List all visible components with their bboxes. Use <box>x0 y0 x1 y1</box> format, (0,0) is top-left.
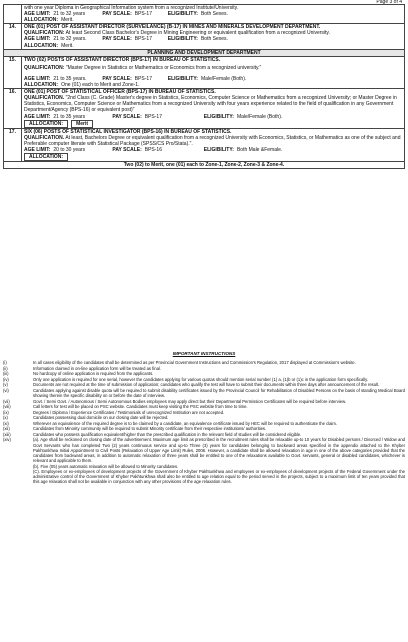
instruction-number <box>3 464 33 469</box>
instruction-text: Call letters for test will be placed on PSC website. Candidates must keep visiting the PSC website from time to time. <box>33 404 248 410</box>
instruction-item <box>3 415 405 420</box>
post-title: ONE (01) POST OF STATISTICAL OFFICER (BPS-17) IN BUREAU OF STATISTICS. <box>24 89 216 96</box>
instruction-number: (vii) <box>3 398 10 404</box>
instruction-item <box>3 360 405 365</box>
instruction-item <box>3 388 405 398</box>
instruction-item <box>3 404 405 409</box>
instruction-text: Information claimed in on-line application form will be treated as final. <box>33 365 162 371</box>
jobs-table <box>3 4 405 169</box>
instruction-number <box>3 469 33 484</box>
instruction-item <box>3 410 405 415</box>
instruction-text: Candidates possessing dual domicile on our closing date will be rejected. <box>33 415 169 421</box>
instruction-text: Wherever an equivalence of the required degree is to be claimed by a candidate, an equivalence certificate issued by HEC will be required to authenticate the claim. <box>33 420 338 426</box>
instruction-number: (xii) <box>3 426 10 432</box>
instruction-text: (b). Five (05) years automatic relaxation will be allowed to Minority candidates. <box>33 463 179 469</box>
table-row: with one year Diploma in Geographical Information system from a recognized Institute/University. AGE LIMIT: 21 to 32 years PAY SCALE: BPS-17 ELIGIBILITY: Both Sexes. ALLOCATION: Merit. <box>4 5 405 24</box>
instruction-text: Govt. / Semi Govt. / Autonomous / Semi Autonomous Bodies employees may apply direct but their Departmental Permission Certificates will be required before interview. <box>33 398 347 404</box>
instruction-number: (v) <box>3 382 8 388</box>
instructions-list <box>3 360 405 484</box>
instruction-text: Candidates from Minority community will be required to submit Minority certificate from their respective institutions/ authorities. <box>33 426 267 432</box>
instruction-text: (C). Employees or ex-employees of development projects of the Government of Khyber Pakhtunkhwa and employees or ex-employees of development projects of the Federal Government under the administrative control of the Government of Khyber Pakhtunkhwa shall also be entitled to age relation equal to the period served in the projects, subject to a maximum limit of ten years provided that this age relaxation shall not be available in conjunction with any other provisions of the age relaxation rules. <box>33 469 405 485</box>
post-title: SIX (06) POSTS OF STATISTICAL INVESTIGATOR (BPS-16) IN BUREAU OF STATISTICS. <box>24 128 232 135</box>
post-title: TWO (02) POSTS OF ASSISTANT DIRECTOR (BPS-17) IN BUREAU OF STATISTICS. <box>24 56 221 63</box>
instruction-item <box>3 366 405 371</box>
section-heading-row <box>4 49 405 56</box>
instruction-text: Candidates applying against disable quota will be required to submit disability certificates issued by the Provincial Council for Rehabilitation of Disabled Persons on the basis of standing Medical Board showing therein the specific disability on or before the date of interview. <box>33 387 405 399</box>
section-heading: PLANNING AND DEVELOPMENT DEPARTMENT <box>4 49 405 56</box>
instruction-item <box>3 421 405 426</box>
instruction-number: (xiv) <box>3 437 11 443</box>
allocation-zone-row <box>4 162 405 169</box>
instruction-item <box>3 426 405 431</box>
instruction-item <box>3 371 405 376</box>
important-instructions <box>3 351 405 485</box>
instruction-text: Only one application is required for one serial, however the candidates applying for various quotas should mention serial number (1) a, (1)b or (1)c in the application form specifically. <box>33 376 369 382</box>
instruction-number: (x) <box>3 415 8 421</box>
zone-allocation: Two (02) to Merit, one (01) each to Zone-1, Zone-2, Zone-3 & Zone-4. <box>4 162 405 169</box>
instruction-item <box>3 437 405 463</box>
instruction-text: In all cases eligibility of the candidates shall be determined as per Provincial Government Instructions and Commission's Regulation, 2017 displayed at Commission's website. <box>33 360 356 366</box>
table-row: 17. SIX (06) POSTS OF STATISTICAL INVESTIGATOR (BPS-16) IN BUREAU OF STATISTICS. QUALIFICATION. At least, Bachelors Degree or equivalent qualification from a recognized University with Economics, Statistics, or Mathematics as one of the subject and Preferable computer literate with Statistical Package (SPSS/CS Pro/Stata).". AGE LIMIT: 20 to 30 years PAY SCALE: BPS-16 ELIGIBILITY: Both Male &Female. ALLOCATION: <box>4 128 405 161</box>
instruction-item <box>3 432 405 437</box>
instruction-number: (xiii) <box>3 431 11 437</box>
instruction-text: Documents are not required at the time of submission of application; candidates who qualify the test will have to submit their documents within three days after announcement of the result. <box>33 382 380 388</box>
instruction-item <box>3 377 405 382</box>
instruction-text: No hardcopy of online application is required from the applicants. <box>33 371 154 377</box>
page-number: Page 3 of 4 <box>376 0 402 5</box>
instruction-number: (iii) <box>3 371 9 377</box>
qualification-text: with one year Diploma in Geographical Information system from a recognized Institute/University. <box>24 5 239 11</box>
instruction-text: Candidates who possess qualification equivalent/higher than the prescribed qualification in the relevant field of studies will be considered eligible. <box>33 431 302 437</box>
instruction-item <box>3 464 405 469</box>
instruction-number: (ix) <box>3 409 9 415</box>
instruction-number: (viii) <box>3 404 11 410</box>
table-row: 15. TWO (02) POSTS OF ASSISTANT DIRECTOR (BPS-17) IN BUREAU OF STATISTICS. QUALIFICATION: "Master Degree in Statistics or Mathematics or Economics from a recognized university." AGE LIMIT: 21 to 35 years. PAY SCALE: BPS-17 ELIGIBILITY: Male/Female (Both). ALLOCATION: One (01) each to Merit and Zone-1. <box>4 56 405 88</box>
instructions-heading: IMPORTANT INSTRUCTIONS <box>172 351 236 356</box>
instruction-item <box>3 469 405 484</box>
instruction-number: (iv) <box>3 376 9 382</box>
instruction-number: (ii) <box>3 365 8 371</box>
instruction-number: (i) <box>3 360 7 366</box>
table-row: 14. ONE (01) POST OF ASSISTANT DIRECTOR (SURVEILANCE) (B-17) IN MINES AND MINERALS DEVELOPMENT DEPARTMENT. QUALIFICATION: At least Second Class Bachelor's Degree in Mining Engineering or equivalent qualification from a recognized University. AGE LIMIT: 21 to 32 years. PAY SCALE: BPS-17 ELIGIBILITY: Both Sexes. ALLOCATION: Merit. <box>4 24 405 49</box>
instruction-number: (vi) <box>3 387 9 393</box>
instruction-number: (xi) <box>3 420 9 426</box>
post-title: ONE (01) POST OF ASSISTANT DIRECTOR (SURVEILANCE) (B-17) IN MINES AND MINERALS DEVELOPMENT DEPARTMENT. <box>24 24 321 31</box>
instruction-item <box>3 399 405 404</box>
instruction-text: (a). Age shall be reckoned on closing date of the advertisement. Maximum age limit as prescribed in the recruitment rules shall be relaxable up-to 10 years for Disabled persons / Divorced / Widow and Govt Servants who has completed Two (2) years continuous service and up-to Three (3) years for candidates belonging to backward areas specified in the appendix attached to the Khyber Pakhtunkhwa Initial Appointment to Civil Posts (Relaxation of Upper Age Limit) Rules, 2008. However, a candidate shall be allowed relaxation in age in one of the above categories provided that the candidates from backward areas, in addition to automatic relaxation of three years shall be entitled to one of the relaxations available to Govt. servants, general or disabled candidates, whichever is relevant and applicable to them. <box>33 437 405 464</box>
instruction-item <box>3 382 405 387</box>
table-row: 16. ONE (01) POST OF STATISTICAL OFFICER (BPS-17) IN BUREAU OF STATISTICS. QUALIFICATION. "2nd Class (C. Grade) Master's degree in Statistics, Economics, Computer Science or Mathematics from a recognized University; or Master Degree in Statistics, Economics, Computer Science or Mathematics from a recognized University with four years experience related to the field of qualification in any Government Department/Agency (BPS-16) or equivalent post)" AGE LIMIT: 21 to 35 years PAY SCALE: BPS-17 ELIGIBILITY: Male/Female (Both). ALLOCATION: Merit <box>4 89 405 129</box>
instruction-text: Degrees / Diploma / Experience Certificates / Testimonials of unrecognized Institution are not accepted. <box>33 409 225 415</box>
